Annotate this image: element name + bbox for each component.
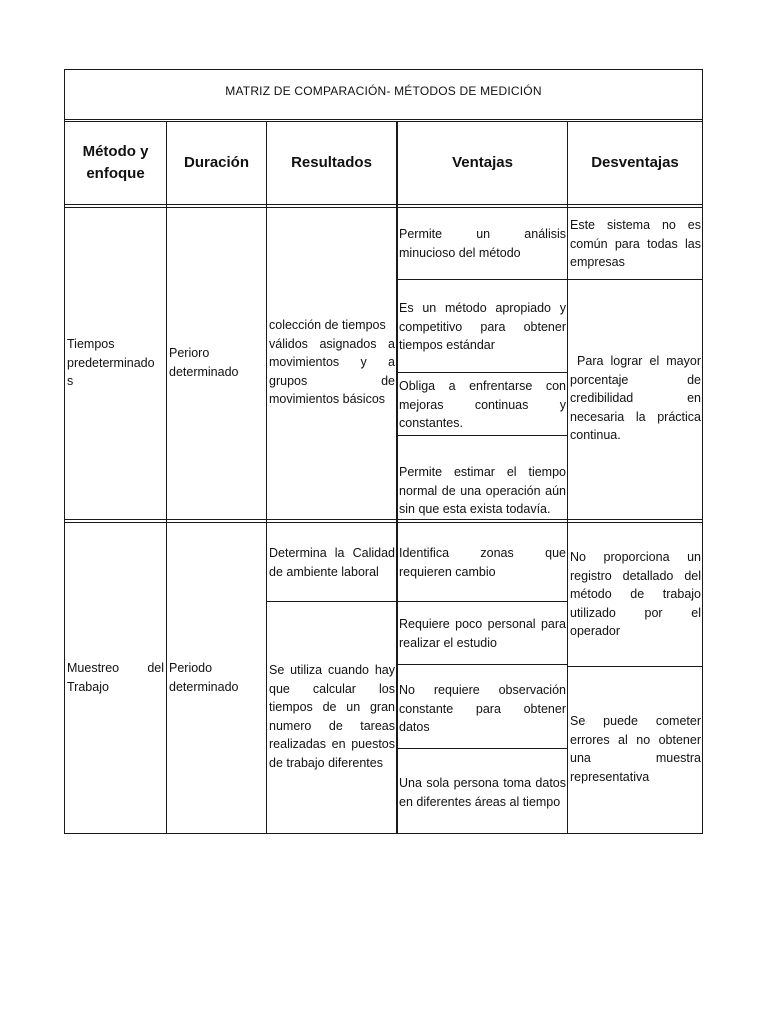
r1-ventaja-line: sin que esta exista todavía. — [399, 502, 551, 516]
r2-resultado-line: de ambiente laboral — [269, 564, 379, 579]
r1-desventaja-line: porcentaje de — [570, 372, 701, 387]
r1-ventajas-divider-1 — [397, 279, 568, 280]
r2-ventajas-divider-3 — [397, 748, 568, 749]
r2-desventaja-2 — [570, 712, 701, 786]
r2-resultado-line: tiempos de un gran — [269, 700, 395, 714]
r1-ventaja-4 — [399, 463, 566, 519]
row-divider-2 — [64, 522, 703, 523]
r2-desventaja-line: método de trabajo — [570, 587, 701, 601]
r2-duracion-cell — [169, 659, 264, 696]
r1-metodo-cell — [67, 335, 164, 391]
col-divider-3 — [396, 121, 398, 834]
r1-resultados-line: colección de tiempos — [269, 318, 386, 332]
header-ventajas: Ventajas — [452, 154, 513, 171]
r1-desventaja-line: continua. — [570, 428, 621, 442]
r2-resultado-line: Se utiliza cuando hay — [269, 663, 395, 677]
r1-ventaja-line: Es un método apropiado y — [399, 301, 566, 315]
r1-duracion-line: Perioro — [169, 346, 210, 360]
table-border-top — [64, 69, 703, 70]
r2-metodo-cell — [67, 659, 164, 696]
r1-resultados-cell — [269, 316, 395, 409]
r2-ventaja-line: datos — [399, 720, 430, 734]
r1-desventaja-line: Este sistema no es — [570, 218, 701, 232]
r2-ventaja-4 — [399, 774, 566, 811]
r2-desventaja-line: utilizado por el — [570, 605, 701, 620]
row-divider — [64, 519, 703, 520]
r2-desventajas-divider — [567, 666, 703, 667]
r2-duracion-line: Periodo — [169, 661, 213, 675]
r2-desventaja-line: una muestra — [570, 751, 701, 765]
r1-resultados-line: válidos asignados a — [269, 336, 395, 351]
r2-resultado-line: Determina la Calidad — [269, 546, 395, 560]
r1-ventajas-divider-2 — [397, 372, 568, 373]
r1-desventaja-2 — [570, 352, 701, 445]
r1-desventaja-line: credibilidad en — [570, 391, 701, 405]
r2-resultado-line: realizadas en puestos — [269, 737, 395, 751]
page-title: MATRIZ DE COMPARACIÓN- MÉTODOS DE MEDICIÓN — [225, 84, 542, 98]
header-divider — [64, 204, 703, 205]
r2-desventaja-line: errores al no obtener — [570, 732, 701, 747]
r1-ventaja-line: mejoras continuas y — [399, 397, 566, 412]
r1-resultados-line: grupos de — [269, 373, 395, 388]
r2-ventaja-1 — [399, 544, 566, 581]
r1-ventaja-2 — [399, 299, 566, 355]
header-duracion: Duración — [183, 154, 249, 171]
r2-ventaja-line: No requiere observación — [399, 683, 566, 697]
r1-metodo-line: s — [67, 374, 74, 388]
r2-ventaja-line: Una sola persona toma datos — [399, 776, 566, 790]
r2-ventajas-divider-1 — [397, 601, 568, 602]
r2-resultado-line: de trabajo diferentes — [269, 755, 383, 770]
header-divider-2 — [64, 207, 703, 208]
r1-desventaja-line: necesaria la práctica — [570, 409, 701, 424]
header-metodo-line1: Método y — [82, 143, 149, 160]
header-desventajas: Desventajas — [591, 154, 679, 171]
r2-ventaja-line: realizar el estudio — [399, 635, 497, 650]
r1-ventaja-3 — [399, 377, 566, 433]
r2-ventaja-line: requieren cambio — [399, 564, 496, 579]
r2-resultado-line: que calcular los — [269, 681, 395, 696]
r2-ventaja-line: en diferentes áreas al tiempo — [399, 794, 561, 809]
r2-resultado-1 — [269, 544, 395, 581]
r1-ventaja-line: Permite estimar el tiempo — [399, 465, 566, 479]
r2-resultado-2 — [269, 661, 395, 772]
r1-metodo-line: Tiempos — [67, 337, 115, 351]
header-metodo-line2: enfoque — [86, 165, 145, 182]
r2-desventaja-line: Se puede cometer — [570, 714, 701, 728]
r2-desventaja-line: operador — [570, 624, 621, 638]
r1-ventaja-line: constantes. — [399, 416, 463, 430]
r2-metodo-line: Muestreo del — [67, 661, 164, 675]
r2-resultados-divider — [266, 601, 397, 602]
r2-resultado-line: numero de tareas — [269, 718, 395, 733]
table-border-bottom — [64, 833, 703, 834]
col-divider-4 — [567, 121, 568, 834]
r1-desventajas-divider — [567, 279, 703, 280]
r1-desventaja-line: empresas — [570, 255, 625, 269]
r1-desventaja-line: común para todas las — [570, 236, 701, 251]
r1-resultados-line: movimientos y a — [269, 355, 395, 369]
header-resultados: Resultados — [291, 154, 372, 171]
r2-ventaja-line: Identifica zonas que — [399, 546, 566, 560]
r2-ventajas-divider-2 — [397, 664, 568, 665]
r2-ventaja-line: constante para obtener — [399, 701, 566, 716]
r1-ventaja-line: normal de una operación aún — [399, 483, 566, 498]
r1-desventaja-line: Para lograr el mayor — [570, 354, 701, 368]
r1-duracion-cell — [169, 344, 264, 381]
r1-desventaja-1 — [570, 216, 701, 272]
r2-ventaja-3 — [399, 681, 566, 737]
r2-desventaja-line: registro detallado del — [570, 568, 701, 583]
r1-ventaja-line: Permite un análisis — [399, 227, 566, 241]
r1-ventaja-line: minucioso del método — [399, 245, 521, 260]
header-metodo — [65, 141, 166, 185]
r2-ventaja-2 — [399, 615, 566, 652]
r1-ventaja-1 — [399, 225, 566, 262]
r1-resultados-line: movimientos básicos — [269, 392, 386, 406]
r2-ventaja-line: Requiere poco personal para — [399, 617, 566, 631]
r1-ventajas-divider-3 — [397, 435, 568, 436]
col-divider-1 — [166, 121, 167, 834]
r2-desventaja-1 — [570, 548, 701, 641]
r2-duracion-line: determinado — [169, 679, 239, 694]
r1-metodo-line: predeterminado — [67, 355, 155, 370]
r2-desventaja-line: No proporciona un — [570, 550, 701, 564]
title-divider-2 — [64, 121, 703, 122]
title-divider — [64, 119, 703, 120]
r1-ventaja-line: Obliga a enfrentarse con — [399, 379, 566, 393]
r1-ventaja-line: competitivo para obtener — [399, 319, 566, 334]
r1-duracion-line: determinado — [169, 364, 239, 379]
r2-metodo-line: Trabajo — [67, 679, 109, 694]
table-border-right — [702, 69, 703, 834]
r2-desventaja-line: representativa — [570, 769, 650, 784]
r1-ventaja-line: tiempos estándar — [399, 338, 495, 352]
col-divider-2 — [266, 121, 267, 834]
